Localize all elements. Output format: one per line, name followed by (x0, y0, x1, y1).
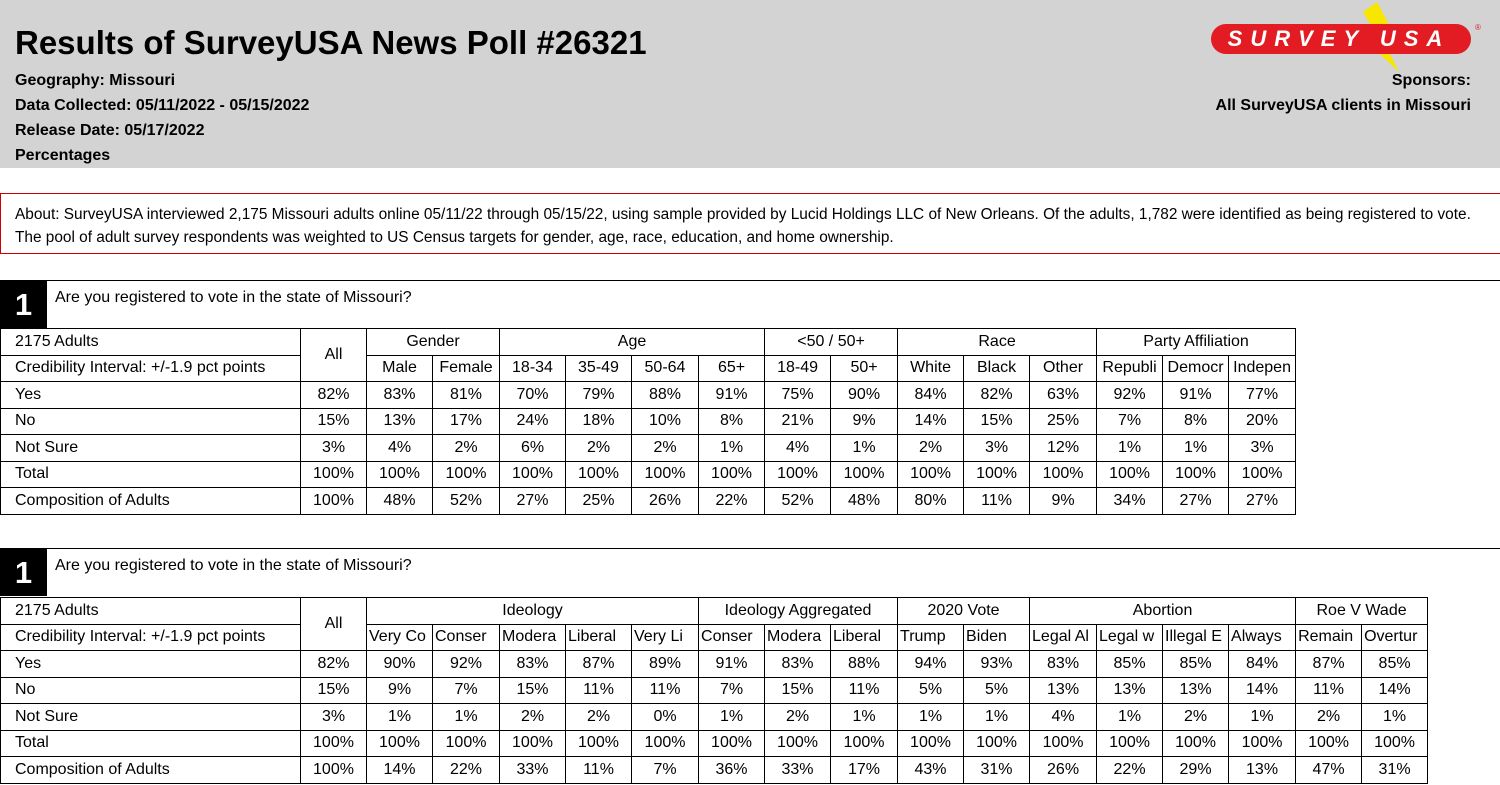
column-header: Conser (699, 624, 765, 651)
table-cell: 100% (1362, 730, 1428, 757)
table-cell: 3% (301, 704, 367, 731)
column-header: Very Li (632, 624, 699, 651)
column-header: 18-34 (500, 355, 566, 382)
table-cell: 52% (433, 488, 500, 515)
page-title: Results of SurveyUSA News Poll #26321 (15, 24, 647, 61)
table-row (1, 461, 1296, 488)
table-cell: 2% (500, 704, 566, 731)
table-cell: 15% (964, 408, 1030, 435)
column-header: Modera (500, 624, 566, 651)
surveyusa-logo (1205, 2, 1485, 74)
table-cell: 7% (632, 757, 699, 784)
table-cell: 1% (1362, 704, 1428, 731)
table-cell: 1% (699, 435, 765, 462)
group-header: Ideology Aggregated (699, 598, 898, 625)
table-cell: 14% (1229, 677, 1296, 704)
row-label: No (1, 677, 301, 704)
group-header: Ideology (367, 598, 699, 625)
column-header: Illegal E (1163, 624, 1229, 651)
table-cell: 4% (367, 435, 433, 462)
table-cell: 17% (433, 408, 500, 435)
column-header: Biden (964, 624, 1030, 651)
table-cell: 82% (301, 651, 367, 678)
table-cell: 84% (1229, 651, 1296, 678)
table-cell: 83% (367, 382, 433, 409)
table-cell: 100% (367, 461, 433, 488)
table-cell: 2% (765, 704, 831, 731)
table-cell: 100% (898, 461, 964, 488)
row-label: Yes (1, 382, 301, 409)
column-header: Remain (1296, 624, 1362, 651)
group-header: Party Affiliation (1097, 329, 1296, 356)
geography: Geography: Missouri (15, 72, 176, 89)
table-cell: 47% (1296, 757, 1362, 784)
group-header: <50 / 50+ (765, 329, 898, 356)
table-cell: 11% (1296, 677, 1362, 704)
table-cell: 2% (898, 435, 964, 462)
table-cell: 100% (1030, 730, 1097, 757)
column-header: Very Co (367, 624, 433, 651)
table-cell: 26% (632, 488, 699, 515)
table-cell: 83% (500, 651, 566, 678)
column-header: Modera (765, 624, 831, 651)
table-cell: 100% (433, 461, 500, 488)
table-cell: 94% (898, 651, 964, 678)
table-cell: 1% (433, 704, 500, 731)
sample-size: 2175 Adults (1, 598, 301, 625)
table-cell: 100% (433, 730, 500, 757)
row-label: Not Sure (1, 435, 301, 462)
table-cell: 1% (898, 704, 964, 731)
group-header: Roe V Wade (1296, 598, 1428, 625)
table-cell: 9% (1030, 488, 1097, 515)
table-cell: 9% (367, 677, 433, 704)
column-header: Democr (1163, 355, 1229, 382)
table-cell: 2% (433, 435, 500, 462)
table-cell: 2% (632, 435, 699, 462)
table-row (1, 757, 1428, 784)
group-header-row (1, 329, 1296, 356)
table-cell: 0% (632, 704, 699, 731)
sponsors-value: All SurveyUSA clients in Missouri (1215, 97, 1471, 114)
table-cell: 31% (964, 757, 1030, 784)
table-cell: 8% (1163, 408, 1229, 435)
table-cell: 11% (831, 677, 898, 704)
table-cell: 52% (765, 488, 831, 515)
question-text: Are you registered to vote in the state of Missouri? (55, 557, 412, 574)
table-cell: 100% (699, 730, 765, 757)
table-row (1, 435, 1296, 462)
table-cell: 7% (1097, 408, 1163, 435)
table-cell: 100% (898, 730, 964, 757)
table-cell: 15% (500, 677, 566, 704)
table-cell: 100% (765, 730, 831, 757)
table-cell: 100% (367, 730, 433, 757)
row-label: Not Sure (1, 704, 301, 731)
table-cell: 7% (699, 677, 765, 704)
table-cell: 22% (1097, 757, 1163, 784)
table-cell: 1% (964, 704, 1030, 731)
table-cell: 82% (964, 382, 1030, 409)
table-cell: 15% (765, 677, 831, 704)
table-cell: 7% (433, 677, 500, 704)
column-header: 50-64 (632, 355, 699, 382)
table-cell: 2% (1296, 704, 1362, 731)
table-row (1, 730, 1428, 757)
table-cell: 100% (831, 461, 898, 488)
column-header: Trump (898, 624, 964, 651)
about-box: About: SurveyUSA interviewed 2,175 Missouri adults online 05/11/22 through 05/15/22, using sample provided by Lucid Holdings LLC of New Orleans. Of the adults, 1,782 were identified as being registered to vote. The pool of adult survey respondents was weighted to US Census targets for gender, age, race, education, and home ownership. (0, 193, 1500, 254)
table-cell: 82% (301, 382, 367, 409)
table-cell: 13% (1097, 677, 1163, 704)
table-cell: 29% (1163, 757, 1229, 784)
svg-text:SURVEY USA: SURVEY USA (1227, 26, 1451, 51)
column-header: Indepen (1229, 355, 1296, 382)
table-cell: 4% (765, 435, 831, 462)
table-cell: 9% (831, 408, 898, 435)
table-cell: 1% (1163, 435, 1229, 462)
table-cell: 24% (500, 408, 566, 435)
column-header: Female (433, 355, 500, 382)
table-cell: 14% (367, 757, 433, 784)
table-row (1, 408, 1296, 435)
table-cell: 13% (1163, 677, 1229, 704)
table-cell: 36% (699, 757, 765, 784)
table-cell: 11% (566, 677, 632, 704)
table-cell: 100% (632, 461, 699, 488)
table-cell: 22% (433, 757, 500, 784)
table-cell: 88% (831, 651, 898, 678)
table-cell: 11% (964, 488, 1030, 515)
table-cell: 1% (831, 704, 898, 731)
row-label: No (1, 408, 301, 435)
table-cell: 100% (500, 461, 566, 488)
question-text: Are you registered to vote in the state of Missouri? (55, 289, 412, 306)
table-cell: 13% (1229, 757, 1296, 784)
table-cell: 63% (1030, 382, 1097, 409)
table-cell: 31% (1362, 757, 1428, 784)
table-cell: 92% (1097, 382, 1163, 409)
table-cell: 100% (831, 730, 898, 757)
table-cell: 48% (831, 488, 898, 515)
table-cell: 13% (367, 408, 433, 435)
question-header (0, 280, 1500, 329)
report-header (0, 0, 1500, 168)
crosstab-table (0, 597, 1428, 784)
table-cell: 8% (699, 408, 765, 435)
table-cell: 3% (964, 435, 1030, 462)
column-header: Overtur (1362, 624, 1428, 651)
table-cell: 100% (1097, 461, 1163, 488)
row-label: Total (1, 730, 301, 757)
column-header: Black (964, 355, 1030, 382)
table-cell: 27% (500, 488, 566, 515)
column-header: 50+ (831, 355, 898, 382)
column-header: Always (1229, 624, 1296, 651)
group-header: Abortion (1030, 598, 1296, 625)
table-cell: 79% (566, 382, 632, 409)
column-header: Other (1030, 355, 1097, 382)
table-cell: 2% (1163, 704, 1229, 731)
all-column-header: All (301, 598, 367, 651)
table-cell: 100% (765, 461, 831, 488)
table-cell: 13% (1030, 677, 1097, 704)
table-cell: 85% (1163, 651, 1229, 678)
group-header: Race (898, 329, 1097, 356)
table-cell: 91% (699, 651, 765, 678)
table-cell: 25% (566, 488, 632, 515)
column-header: Legal w (1097, 624, 1163, 651)
table-cell: 90% (367, 651, 433, 678)
table-cell: 83% (1030, 651, 1097, 678)
table-cell: 100% (632, 730, 699, 757)
column-header: Legal Al (1030, 624, 1097, 651)
column-header: Republi (1097, 355, 1163, 382)
table-row (1, 704, 1428, 731)
table-cell: 20% (1229, 408, 1296, 435)
question-number: 1 (0, 549, 47, 596)
table-cell: 100% (964, 461, 1030, 488)
table-cell: 21% (765, 408, 831, 435)
table-cell: 100% (1163, 730, 1229, 757)
table-row (1, 677, 1428, 704)
table-cell: 100% (301, 488, 367, 515)
column-header: Liberal (831, 624, 898, 651)
table-cell: 17% (831, 757, 898, 784)
table-cell: 43% (898, 757, 964, 784)
table-cell: 5% (964, 677, 1030, 704)
table-cell: 85% (1097, 651, 1163, 678)
table-cell: 100% (500, 730, 566, 757)
table-cell: 70% (500, 382, 566, 409)
table-row (1, 651, 1428, 678)
table-cell: 87% (566, 651, 632, 678)
table-cell: 89% (632, 651, 699, 678)
table-cell: 85% (1362, 651, 1428, 678)
table-cell: 3% (301, 435, 367, 462)
all-column-header: All (301, 329, 367, 382)
column-header: Liberal (566, 624, 632, 651)
table-cell: 22% (699, 488, 765, 515)
table-cell: 88% (632, 382, 699, 409)
table-cell: 100% (1097, 730, 1163, 757)
table-cell: 93% (964, 651, 1030, 678)
table-cell: 83% (765, 651, 831, 678)
table-cell: 18% (566, 408, 632, 435)
table-cell: 84% (898, 382, 964, 409)
table-cell: 14% (898, 408, 964, 435)
table-cell: 100% (964, 730, 1030, 757)
table-cell: 15% (301, 677, 367, 704)
row-label: Composition of Adults (1, 488, 301, 515)
table-cell: 92% (433, 651, 500, 678)
credibility-interval: Credibility Interval: +/-1.9 pct points (1, 355, 301, 382)
table-cell: 100% (301, 757, 367, 784)
units-label: Percentages (15, 147, 111, 164)
column-header: 35-49 (566, 355, 632, 382)
svg-text:®: ® (1475, 23, 1481, 32)
table-cell: 100% (1229, 461, 1296, 488)
table-cell: 5% (898, 677, 964, 704)
table-cell: 34% (1097, 488, 1163, 515)
release-date: Release Date: 05/17/2022 (15, 122, 205, 139)
table-cell: 100% (1030, 461, 1097, 488)
table-cell: 11% (632, 677, 699, 704)
table-cell: 26% (1030, 757, 1097, 784)
crosstab-table (0, 328, 1296, 515)
table-cell: 6% (500, 435, 566, 462)
column-header-row (1, 624, 1428, 651)
question-header (0, 548, 1500, 597)
table-cell: 10% (632, 408, 699, 435)
table-cell: 100% (699, 461, 765, 488)
table-cell: 81% (433, 382, 500, 409)
table-cell: 1% (367, 704, 433, 731)
column-header: 18-49 (765, 355, 831, 382)
table-cell: 33% (500, 757, 566, 784)
table-cell: 91% (1163, 382, 1229, 409)
table-cell: 100% (566, 730, 632, 757)
table-cell: 27% (1163, 488, 1229, 515)
group-header: Gender (367, 329, 500, 356)
table-cell: 3% (1229, 435, 1296, 462)
sample-size: 2175 Adults (1, 329, 301, 356)
table-cell: 27% (1229, 488, 1296, 515)
table-cell: 15% (301, 408, 367, 435)
table-cell: 75% (765, 382, 831, 409)
table-cell: 80% (898, 488, 964, 515)
table-cell: 25% (1030, 408, 1097, 435)
table-cell: 11% (566, 757, 632, 784)
table-cell: 1% (699, 704, 765, 731)
table-cell: 2% (566, 435, 632, 462)
table-cell: 100% (301, 730, 367, 757)
table-row (1, 382, 1296, 409)
table-row (1, 488, 1296, 515)
table-cell: 90% (831, 382, 898, 409)
table-cell: 100% (1229, 730, 1296, 757)
column-header: 65+ (699, 355, 765, 382)
table-cell: 77% (1229, 382, 1296, 409)
table-cell: 1% (1229, 704, 1296, 731)
table-cell: 1% (831, 435, 898, 462)
table-cell: 100% (1296, 730, 1362, 757)
table-cell: 14% (1362, 677, 1428, 704)
sponsors-label: Sponsors: (1391, 72, 1471, 89)
row-label: Total (1, 461, 301, 488)
table-cell: 87% (1296, 651, 1362, 678)
table-cell: 33% (765, 757, 831, 784)
column-header: Male (367, 355, 433, 382)
group-header-row (1, 598, 1428, 625)
column-header-row (1, 355, 1296, 382)
table-cell: 100% (566, 461, 632, 488)
group-header: Age (500, 329, 765, 356)
table-cell: 48% (367, 488, 433, 515)
table-cell: 100% (1163, 461, 1229, 488)
row-label: Yes (1, 651, 301, 678)
group-header: 2020 Vote (898, 598, 1030, 625)
column-header: White (898, 355, 964, 382)
table-cell: 4% (1030, 704, 1097, 731)
table-cell: 1% (1097, 704, 1163, 731)
question-number: 1 (0, 281, 47, 328)
column-header: Conser (433, 624, 500, 651)
row-label: Composition of Adults (1, 757, 301, 784)
table-cell: 12% (1030, 435, 1097, 462)
data-collected: Data Collected: 05/11/2022 - 05/15/2022 (15, 97, 310, 114)
table-cell: 91% (699, 382, 765, 409)
table-cell: 1% (1097, 435, 1163, 462)
table-cell: 100% (301, 461, 367, 488)
credibility-interval: Credibility Interval: +/-1.9 pct points (1, 624, 301, 651)
table-cell: 2% (566, 704, 632, 731)
